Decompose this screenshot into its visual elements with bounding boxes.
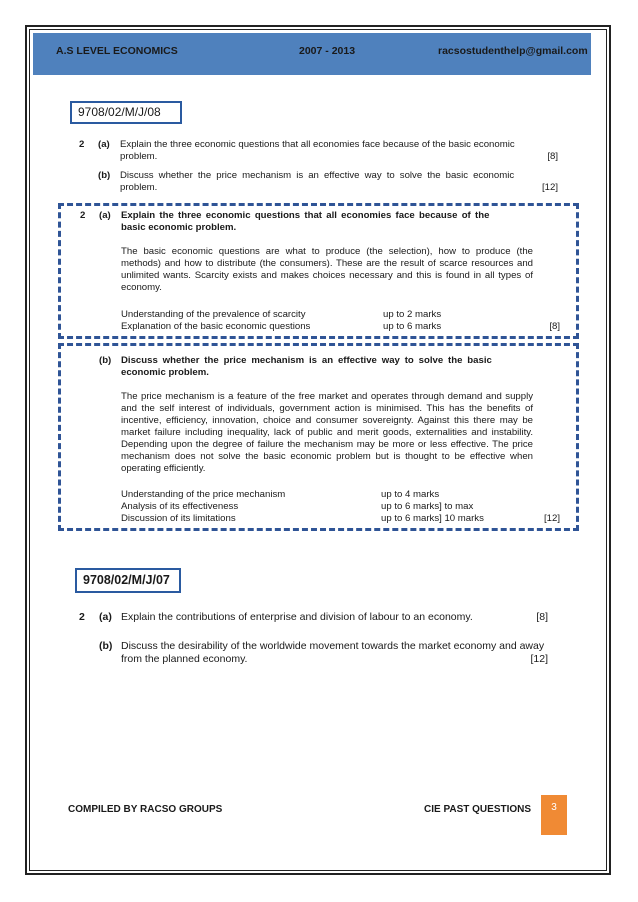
answer-a-number: 2 bbox=[80, 210, 86, 221]
answer-b-criterion-2-marks: up to 6 marks] to max bbox=[381, 501, 474, 512]
answer-a-criterion-2-marks: up to 6 marks bbox=[383, 321, 442, 332]
answer-b-question-line2: economic problem. bbox=[121, 367, 209, 378]
answer-a-criterion-1-marks: up to 2 marks bbox=[383, 309, 442, 320]
q07-b-marks: [12] bbox=[530, 653, 548, 665]
answer-a-criterion-2: Explanation of the basic economic questions bbox=[121, 321, 311, 332]
q08-a-line1: Explain the three economic questions that all economies face because of the basic economic bbox=[120, 139, 515, 150]
q08-b-label: (b) bbox=[98, 170, 111, 181]
answer-b-label: (b) bbox=[99, 355, 112, 366]
q08-a-marks: [8] bbox=[547, 151, 558, 162]
q07-b-label: (b) bbox=[99, 640, 113, 652]
q08-a-line2: problem. bbox=[120, 151, 158, 162]
paper-code-08 bbox=[70, 101, 182, 124]
q08-a-label: (a) bbox=[98, 139, 110, 150]
q07-b-line2: from the planned economy. bbox=[121, 653, 248, 665]
answer-b-total-marks: [12] bbox=[543, 513, 560, 524]
q08-number: 2 bbox=[79, 139, 85, 150]
answer-a-total-marks: [8] bbox=[549, 321, 560, 332]
q07-a-marks: [8] bbox=[536, 611, 548, 623]
q07-b-line1: Discuss the desirability of the worldwide movement towards the market economy and away bbox=[121, 640, 545, 652]
paper-code-07 bbox=[75, 568, 181, 593]
page-number-box bbox=[541, 795, 567, 835]
answer-b-body: The price mechanism is a feature of the free market and operates through demand and supply and the self interest of individuals, government action is minimised. This has the benefits of incentive, efficiency, innovation, choice and consumer sovereignty. Against this there may be market failure including inequality, lack of public and merit goods, externalities and instability. Depending upon the degree of failure the mechanism may be more or less effective. The price mechanism does not solve the basic economic problem but is thought to be effective when operating efficiently. bbox=[121, 391, 533, 474]
header-email: racsostudenthelp@gmail.com bbox=[438, 45, 588, 57]
header-subject: A.S LEVEL ECONOMICS bbox=[56, 45, 178, 57]
answer-b-question-line1: Discuss whether the price mechanism is an effective way to solve the basic bbox=[121, 355, 492, 366]
answer-b-criterion-1-marks: up to 4 marks bbox=[381, 489, 440, 500]
footer-compiled-by: COMPILED BY RACSO GROUPS bbox=[68, 804, 223, 815]
answer-b-criterion-3-marks: up to 6 marks] 10 marks bbox=[381, 513, 484, 524]
page-number: 3 bbox=[551, 802, 557, 813]
header-years: 2007 - 2013 bbox=[299, 45, 356, 57]
answer-b-criterion-3: Discussion of its limitations bbox=[121, 513, 236, 524]
paper-code-08-text: 9708/02/M/J/08 bbox=[78, 105, 161, 119]
paper-code-07-text: 9708/02/M/J/07 bbox=[83, 573, 170, 587]
answer-b-criterion-2: Analysis of its effectiveness bbox=[121, 501, 239, 512]
footer-series: CIE PAST QUESTIONS bbox=[424, 804, 532, 815]
answer-b-criterion-1: Understanding of the price mechanism bbox=[121, 489, 286, 500]
q08-b-marks: [12] bbox=[541, 182, 558, 193]
q07-a-text: Explain the contributions of enterprise and division of labour to an economy. bbox=[121, 611, 473, 623]
answer-a-body: The basic economic questions are what to produce (the selection), how to produce (the methods) and how to distribute (the consumers). These are the result of scarce resources and unlimited wants. Scarcity exists and makes choices necessary and this is found in all types of economy. bbox=[121, 246, 533, 293]
answer-a-question-line1: Explain the three economic questions that all economies face because of the bbox=[121, 210, 490, 221]
answer-a-label: (a) bbox=[99, 210, 111, 221]
q07-a-label: (a) bbox=[99, 611, 112, 623]
q08-b-line2: problem. bbox=[120, 182, 158, 193]
answer-a-question-line2: basic economic problem. bbox=[121, 222, 237, 233]
q07-number: 2 bbox=[79, 611, 85, 623]
q08-b-line1: Discuss whether the price mechanism is an effective way to solve the basic economic bbox=[120, 170, 515, 181]
answer-a-criterion-1: Understanding of the prevalence of scarcity bbox=[121, 309, 306, 320]
